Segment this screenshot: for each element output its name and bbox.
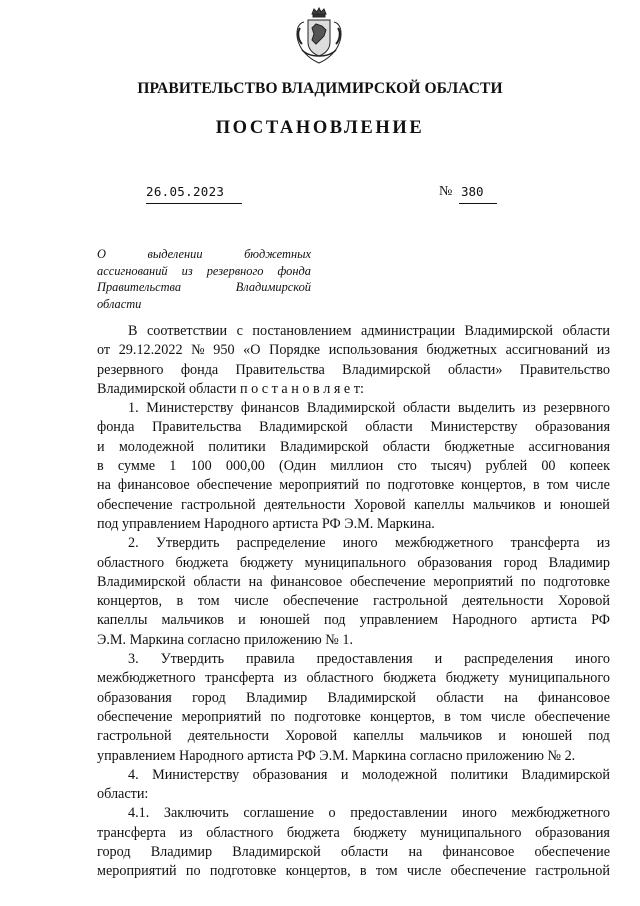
word: под [323, 612, 346, 629]
subject-line [97, 246, 311, 263]
word: 2. [128, 535, 139, 552]
word: гастрольной [535, 863, 610, 880]
word: мальчиков [472, 496, 536, 513]
word: фонда [97, 419, 135, 436]
word: и [238, 612, 246, 629]
word: Правительство [519, 361, 610, 378]
word: бюджетных [426, 342, 498, 359]
word: Хоровой [558, 593, 610, 610]
document-subject [97, 246, 311, 312]
word: предоставления [316, 651, 413, 668]
word: Правительства [152, 419, 242, 436]
word: «О [243, 342, 261, 359]
word: мальчиков [419, 728, 483, 745]
word: мальчиков [161, 612, 224, 629]
subject-line [97, 263, 311, 280]
body-line [97, 727, 610, 746]
word: Владимирской [306, 400, 396, 417]
word: межбюджетного [97, 670, 196, 687]
word: мероприятий [181, 708, 262, 725]
body-line [97, 554, 610, 573]
word: Порядке [269, 342, 321, 359]
word: Владимирской [259, 419, 348, 436]
word: образования [535, 824, 610, 841]
body-line [97, 476, 610, 495]
word: том [197, 593, 220, 610]
word: 4.1. [128, 805, 150, 822]
word: бюджета [286, 824, 340, 841]
word: тысяч) [430, 458, 472, 475]
body-line: Э.М. Маркина согласно приложению № 1. [97, 631, 354, 648]
word: выделении [147, 247, 203, 261]
word: Владимир [548, 554, 610, 571]
word: концертов, [285, 863, 351, 880]
word: числе [406, 863, 442, 880]
word: деятельности [264, 496, 346, 513]
word: области [193, 573, 241, 590]
word: и [543, 496, 552, 513]
number-sign: № [439, 184, 453, 199]
word: юношей [522, 728, 573, 745]
word: Правительства [97, 280, 182, 294]
document-date: 26.05.2023 [146, 184, 225, 199]
word: гастрольной [373, 593, 448, 610]
word: бюджету [353, 824, 407, 841]
word: Владимирской [521, 766, 610, 783]
body-line [97, 766, 610, 785]
word: 29.12.2022 [118, 342, 183, 359]
word: обеспечение [534, 844, 610, 861]
word: областного [206, 824, 274, 841]
word: области [562, 323, 610, 339]
word: бюджета [175, 554, 229, 571]
word: области» [447, 361, 503, 378]
word: соответствии [146, 323, 228, 339]
body-line [97, 341, 610, 360]
word: финансовое [442, 844, 515, 861]
word: капеллы [414, 496, 465, 513]
word: политики [208, 438, 266, 455]
word: на [248, 573, 263, 590]
word: фонда [277, 263, 311, 278]
government-title: ПРАВИТЕЛЬСТВО ВЛАДИМИРСКОЙ ОБЛАСТИ [137, 80, 503, 97]
word: концертов, [369, 708, 435, 725]
word: по [365, 477, 381, 494]
body-line [97, 843, 610, 862]
word: трансферта [510, 535, 580, 552]
word: иного [342, 535, 378, 552]
coat-of-arms-emblem [292, 6, 346, 66]
word: и [97, 438, 105, 455]
word: финансовое [117, 477, 190, 494]
body-line: управлением Народного артиста РФ Э.М. Маркина согласно приложению № 2. [97, 747, 576, 764]
word: Утвердить [155, 535, 220, 552]
word: мероприятий [433, 573, 514, 590]
word: юношей [559, 496, 610, 513]
document-body [97, 322, 610, 882]
word: под [588, 728, 610, 745]
word: из [283, 670, 297, 687]
word: числе [575, 477, 610, 494]
body-line [97, 457, 610, 476]
word: фонда [180, 361, 219, 378]
word: Владимирской [464, 323, 554, 339]
word: межбюджетного [511, 805, 610, 822]
word: финансов [240, 400, 300, 417]
word: политики [450, 766, 509, 783]
body-line [97, 669, 610, 688]
word: 1 [169, 458, 177, 475]
date-field [146, 183, 242, 204]
word: Владимирской [327, 689, 417, 706]
word: бюджету [445, 670, 500, 687]
body-line [97, 592, 610, 611]
word: Заключить [163, 805, 229, 822]
word: рублей [485, 458, 528, 475]
word: образования [97, 689, 172, 706]
word: Владимир [150, 844, 213, 861]
word: 000,00 [225, 458, 265, 475]
word: управлением [359, 612, 439, 629]
word: выделить [457, 400, 516, 417]
body-line [97, 534, 610, 553]
word: молодежной [361, 766, 438, 783]
word: подготовке [543, 573, 610, 590]
word: гастрольной [97, 728, 172, 745]
body-line [97, 611, 610, 630]
word: подготовке [209, 863, 277, 880]
word: образования [417, 554, 493, 571]
word: РФ [591, 612, 610, 629]
word: из [596, 535, 610, 552]
word: резервного [543, 400, 610, 417]
word: области [382, 438, 431, 455]
word: резервного [97, 361, 164, 378]
word: по [270, 708, 286, 725]
word: концертов, [461, 477, 527, 494]
word: Владимирской [97, 573, 186, 590]
word: областного [306, 670, 374, 687]
word: распределения [464, 651, 554, 668]
body-line [97, 862, 610, 881]
word: обеспечение [350, 573, 426, 590]
word: В [128, 323, 138, 339]
word: обеспечение [534, 708, 610, 725]
word: в [359, 863, 367, 880]
word: на [97, 477, 111, 494]
word: Министерству [152, 766, 240, 783]
word: Правительства [235, 361, 325, 378]
word: в [97, 458, 104, 475]
word: (Один [279, 458, 317, 475]
word: из [181, 263, 193, 278]
word: в [444, 708, 451, 725]
body-line: под управлением Народного артиста РФ Э.М. Маркина. [97, 515, 435, 532]
body-line [97, 418, 610, 437]
word: капеллы [353, 728, 404, 745]
body-line: области: [97, 786, 149, 803]
word: бюджетные [444, 438, 515, 455]
word: деятельности [187, 728, 269, 745]
word: бюджета [383, 670, 437, 687]
word: на [408, 844, 423, 861]
word: области [365, 419, 413, 436]
word: образования [252, 766, 328, 783]
word: области [340, 844, 389, 861]
word: правила [246, 651, 295, 668]
word: администрации [360, 323, 456, 339]
word: бюджету [239, 554, 294, 571]
word: финансовое [270, 573, 343, 590]
word: обеспечение [283, 593, 359, 610]
word: в [176, 593, 184, 610]
word: сумме [117, 458, 156, 475]
body-line [97, 708, 610, 727]
word: постановлением [252, 323, 352, 339]
body-line [97, 824, 610, 843]
word: обеспечение [97, 496, 173, 513]
word: 4. [128, 766, 139, 783]
word: Владимирской [342, 361, 431, 378]
body-line [97, 399, 610, 418]
word: концертов, [97, 593, 163, 610]
body-line [97, 438, 610, 457]
word: Народного [452, 612, 517, 629]
word: использования [328, 342, 418, 359]
word: и [498, 728, 506, 745]
word: иного [575, 651, 610, 668]
word: из [596, 342, 610, 359]
subject-line: области [97, 296, 142, 311]
document-number: 380 [461, 184, 484, 199]
body-line [97, 804, 610, 823]
body-line [97, 496, 610, 515]
word: с [236, 323, 243, 339]
body-line: Владимирской области п о с т а н о в л я е т: [97, 380, 364, 397]
word: резервного [206, 263, 264, 278]
word: иного [461, 805, 497, 822]
word: из [179, 824, 193, 841]
word: от [97, 342, 111, 359]
word: финансовое [538, 689, 610, 706]
word: бюджетных [244, 247, 311, 261]
word: областного [97, 554, 165, 571]
word: 950 [213, 342, 235, 359]
word: молодежной [118, 438, 195, 455]
body-line [97, 361, 610, 380]
word: Владимирской [235, 280, 311, 294]
word: деятельности [462, 593, 544, 610]
word: области [436, 689, 484, 706]
word: Утвердить [160, 651, 225, 668]
word: том [546, 477, 569, 494]
word: из [522, 400, 536, 417]
word: о [328, 805, 336, 822]
word: мероприятий [279, 477, 359, 494]
word: том [459, 708, 482, 725]
number-underline [459, 183, 497, 204]
word: соглашение [243, 805, 314, 822]
word: ассигнований [97, 263, 168, 278]
body-line [97, 689, 610, 708]
word: предоставлении [350, 805, 448, 822]
word: Министерству [146, 400, 234, 417]
word: Хоровой [353, 496, 406, 513]
word: обеспечение [97, 708, 173, 725]
word: город [503, 554, 538, 571]
word: на [503, 689, 518, 706]
word: Хоровой [285, 728, 338, 745]
word: 100 [190, 458, 212, 475]
word: муниципального [304, 554, 406, 571]
word: сто [397, 458, 417, 475]
word: по [185, 863, 201, 880]
subject-line [97, 279, 311, 296]
word: муниципального [508, 670, 610, 687]
word: образования [535, 419, 610, 436]
word: капеллы [97, 612, 148, 629]
word: обеспечение [196, 477, 273, 494]
word: город [97, 844, 131, 861]
word: 1. [128, 400, 139, 417]
word: копеек [569, 458, 610, 475]
word: по [520, 573, 536, 590]
word: том [375, 863, 398, 880]
body-line [97, 650, 610, 669]
word: Владимирской [280, 438, 369, 455]
word: ассигнований [505, 342, 589, 359]
word: миллион [330, 458, 384, 475]
word: распределение [236, 535, 326, 552]
word: город [192, 689, 226, 706]
word: числе [234, 593, 269, 610]
word: артиста [531, 612, 578, 629]
word: подготовке [387, 477, 455, 494]
number-field [439, 183, 497, 203]
word: мероприятий [97, 863, 177, 880]
word: 00 [541, 458, 556, 475]
word: юношей [259, 612, 310, 629]
word: и [340, 766, 349, 783]
word: в [533, 477, 540, 494]
word: муниципального [420, 824, 522, 841]
word: 3. [128, 651, 139, 668]
word: трансферта [205, 670, 275, 687]
word: Владимирской [232, 844, 321, 861]
word: гастрольной [180, 496, 256, 513]
body-line [97, 322, 610, 341]
word: области [402, 400, 451, 417]
document-kind: ПОСТАНОВЛЕНИЕ [215, 118, 425, 138]
word: обеспечение [450, 863, 527, 880]
word: подготовке [294, 708, 361, 725]
word: трансферта [97, 824, 166, 841]
word: Владимир [245, 689, 308, 706]
word: и [434, 651, 443, 668]
word: межбюджетного [394, 535, 494, 552]
word: № [191, 342, 205, 359]
word: числе [490, 708, 526, 725]
body-line [97, 573, 610, 592]
word: О [97, 247, 106, 261]
word: Министерству [430, 419, 518, 436]
word: ассигнования [528, 438, 610, 455]
